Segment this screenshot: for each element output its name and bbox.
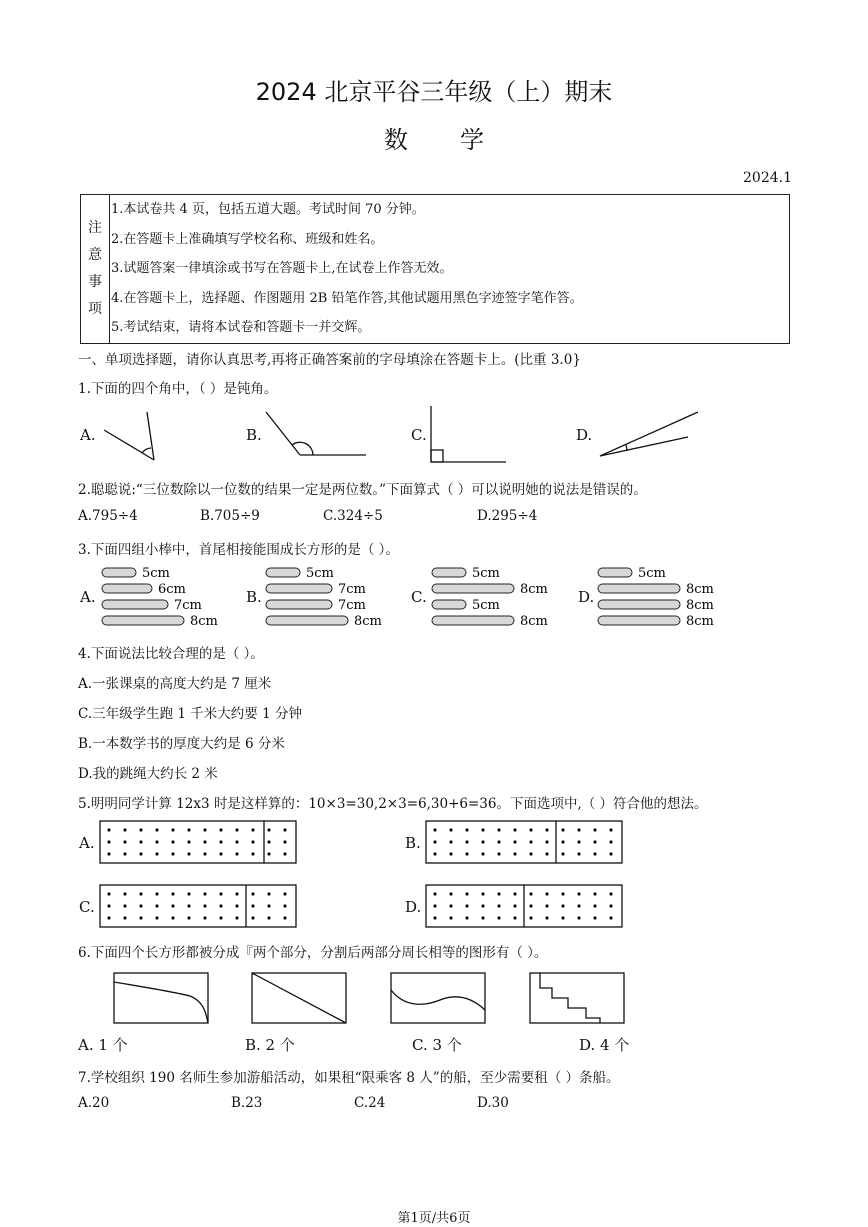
stick-length-label: 5cm xyxy=(472,566,500,581)
stick-length-label: 8cm xyxy=(520,582,548,597)
question-4-option: C.三年级学生跑 1 千米大约要 1 分钟 xyxy=(78,706,302,722)
stick xyxy=(432,568,466,577)
angle-diagrams xyxy=(78,404,698,466)
question-3-text: 3.下面四组小棒中，首尾相接能围成长方形的是（ ）。 xyxy=(78,542,399,558)
stick-length-label: 5cm xyxy=(142,566,170,581)
stick xyxy=(102,616,184,625)
stick-length-label: 5cm xyxy=(638,566,666,581)
dot-array xyxy=(426,821,622,863)
question-6-option: C. 3 个 xyxy=(412,1036,462,1054)
stick xyxy=(266,568,300,577)
stick xyxy=(598,600,680,609)
stick xyxy=(102,584,152,593)
question-4-option: B.一本数学书的厚度大约是 6 分米 xyxy=(78,736,285,752)
rect-a xyxy=(114,973,208,1023)
question-7-option: B.23 xyxy=(231,1095,263,1111)
rect-b xyxy=(252,973,346,1023)
subject-title: 数学 xyxy=(384,126,536,154)
stick xyxy=(432,600,466,609)
notice-item: 5.考试结束，请将本试卷和答题卡一并交辉。 xyxy=(111,320,371,336)
stick-length-label: 6cm xyxy=(158,582,186,597)
notice-item: 4.在答题卡上，选择题、作图题用 2B 铅笔作答,其他试题用黑色字迹签字笔作答。 xyxy=(111,290,583,306)
stick xyxy=(432,616,514,625)
stick-length-label: 8cm xyxy=(686,614,714,629)
question-7-option: A.20 xyxy=(78,1095,110,1111)
notice-item: 2.在答题卡上准确填写学校名称、班级和姓名。 xyxy=(111,231,384,247)
option-label: C. xyxy=(411,426,427,444)
stick xyxy=(598,616,680,625)
notice-label-char: 意 xyxy=(88,247,102,263)
rect-d xyxy=(530,973,624,1023)
stick-length-label: 8cm xyxy=(520,614,548,629)
exam-title: 2024 北京平谷三年级（上）期末 xyxy=(255,78,613,106)
stick xyxy=(266,584,332,593)
stick xyxy=(598,568,632,577)
rect-c xyxy=(391,973,485,1023)
dot-arrays xyxy=(0,815,868,933)
angle-a xyxy=(104,412,154,460)
option-label: D. xyxy=(578,588,595,606)
rectangle-figures xyxy=(0,970,868,1028)
notice-items xyxy=(111,199,583,347)
stick xyxy=(266,600,332,609)
question-1-text: 1.下面的四个角中，（ ）是钝角。 xyxy=(78,381,278,397)
question-7-option: C.24 xyxy=(354,1095,386,1111)
stick-length-label: 8cm xyxy=(686,582,714,597)
notice-label-char: 注 xyxy=(88,220,102,236)
section-heading: 一、单项选择题，请你认真思考,再将正确答案前的字母填涂在答题卡上。(比重 3.0} xyxy=(78,352,581,368)
stick-length-label: 8cm xyxy=(686,598,714,613)
option-label: D. xyxy=(576,426,593,444)
option-label: A. xyxy=(80,588,96,606)
question-6-option: A. 1 个 xyxy=(78,1036,128,1054)
stick xyxy=(432,584,514,593)
notice-item: 3.试题答案一律填涂或书写在答题卡上,在试卷上作答无效。 xyxy=(111,261,453,277)
question-2-option: B.705÷9 xyxy=(200,508,260,524)
option-label: C. xyxy=(411,588,427,606)
option-label: B. xyxy=(405,834,421,852)
dot-array xyxy=(426,885,622,927)
notice-box xyxy=(80,194,790,344)
stick-length-label: 7cm xyxy=(338,582,366,597)
question-6-text: 6.下面四个长方形都被分成『两个部分，分割后两部分周长相等的图形有（ ）。 xyxy=(78,945,548,961)
question-3-sticks xyxy=(78,564,718,632)
question-4-option: D.我的跳绳大约长 2 米 xyxy=(78,766,218,782)
page-footer: 第1页/共6页 xyxy=(397,1211,471,1226)
stick-groups xyxy=(78,564,718,632)
stick-length-label: 7cm xyxy=(174,598,202,613)
stick-length-label: 5cm xyxy=(306,566,334,581)
option-label: A. xyxy=(80,426,96,444)
question-2-option: C.324÷5 xyxy=(323,508,383,524)
question-4-text: 4.下面说法比较合理的是（ ）。 xyxy=(78,646,264,662)
question-7-text: 7.学校组织 190 名师生参加游船活动，如果租“限乘客 8 人”的船，至少需要租（ ）条船。 xyxy=(78,1070,620,1086)
angle-d xyxy=(600,412,698,456)
question-2-option: D.295÷4 xyxy=(477,508,538,524)
notice-item: 1.本试卷共 4 页，包括五道大题。考试时间 70 分钟。 xyxy=(111,202,425,217)
notice-label-char: 事 xyxy=(88,274,102,290)
angle-c xyxy=(431,406,506,462)
stick-length-label: 8cm xyxy=(354,614,382,629)
question-5-text: 5.明明同学计算 12x3 时是这样算的：10×3=30,2×3=6,30+6=36。下面选项中,（ ）符合他的想法。 xyxy=(78,796,708,812)
stick xyxy=(102,568,136,577)
stick-length-label: 5cm xyxy=(472,598,500,613)
question-2-text: 2.聪聪说:“三位数除以一位数的结果一定是两位数。”下面算式（ ）可以说明她的说法是错误的。 xyxy=(78,482,647,498)
stick-length-label: 8cm xyxy=(190,614,218,629)
stick-length-label: 7cm xyxy=(338,598,366,613)
exam-date: 2024.1 xyxy=(743,170,792,186)
option-label: B. xyxy=(246,426,262,444)
notice-label-char: 项 xyxy=(88,301,102,317)
dot-array xyxy=(100,821,296,863)
question-7-option: D.30 xyxy=(477,1095,509,1111)
question-4-option: A.一张课桌的高度大约是 7 厘米 xyxy=(78,676,272,692)
stick xyxy=(266,616,348,625)
option-label: C. xyxy=(79,898,95,916)
question-1-figures xyxy=(78,404,698,466)
notice-label xyxy=(81,195,110,343)
option-label: D. xyxy=(405,898,422,916)
question-6-option: D. 4 个 xyxy=(579,1036,630,1054)
question-2-option: A.795÷4 xyxy=(78,508,138,524)
stick xyxy=(102,600,168,609)
option-label: B. xyxy=(246,588,262,606)
question-6-option: B. 2 个 xyxy=(245,1036,295,1054)
stick xyxy=(598,584,680,593)
dot-array xyxy=(100,885,296,927)
option-label: A. xyxy=(79,834,95,852)
angle-b xyxy=(266,412,366,455)
